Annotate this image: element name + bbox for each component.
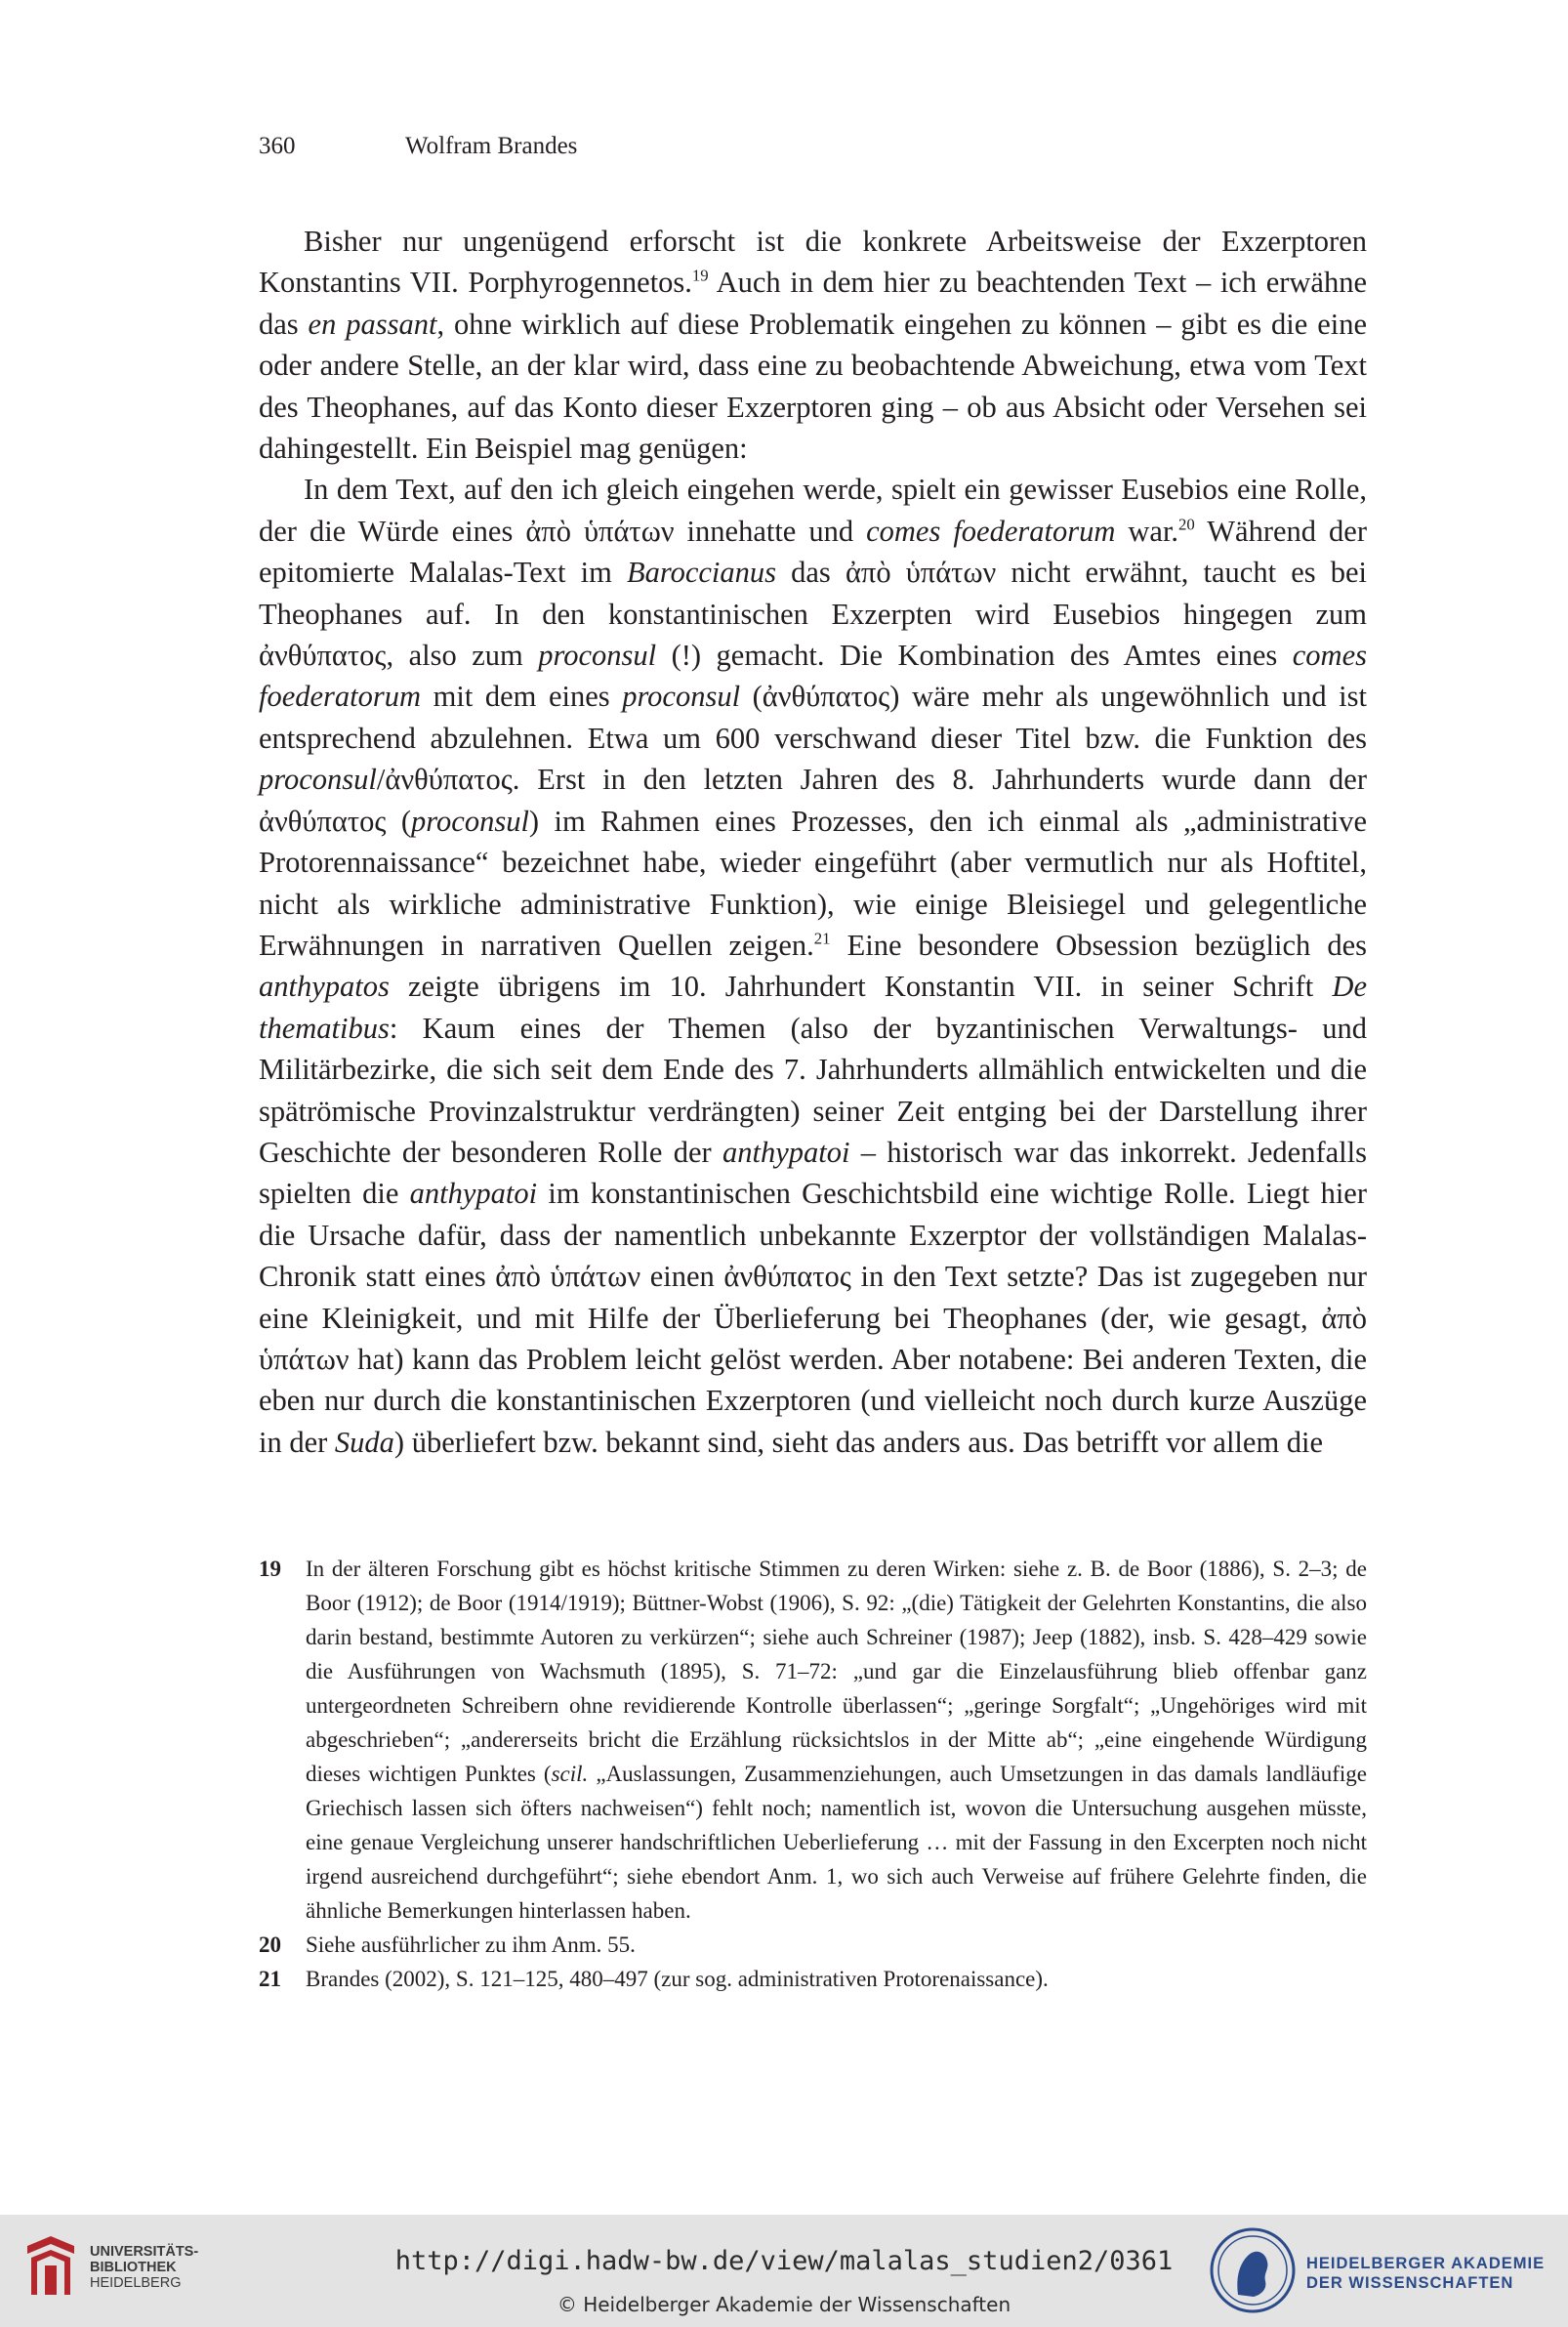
text-run: mit dem eines bbox=[421, 680, 623, 714]
italic-term: proconsul bbox=[622, 680, 741, 714]
text-run: zeigte übrigens im 10. Jahrhundert Konstantin VII. in seiner Schrift bbox=[389, 970, 1333, 1004]
footnote-21 bbox=[259, 1962, 1367, 1996]
text-run: Auch in dem hier zu beachtenden Text – ich erwähne das bbox=[259, 266, 1367, 341]
italic-term: De thematibus bbox=[259, 970, 1367, 1045]
hadw-line: HEIDELBERGER AKADEMIE bbox=[1306, 2255, 1546, 2272]
page-number: 360 bbox=[259, 133, 296, 159]
permalink-url[interactable]: http://digi.hadw-bw.de/view/malalas_studien2/0361 bbox=[394, 2246, 1174, 2276]
academy-seal-icon bbox=[1209, 2226, 1297, 2314]
paragraph bbox=[259, 469, 1367, 1463]
italic-term: anthypatos bbox=[259, 970, 390, 1004]
italic-term: anthypatoi bbox=[409, 1177, 538, 1211]
text-run: /ἀνθύπατος. Erst in den letzten Jahren des 8. Jahrhunderts wurde dann der ἀνθύπατος ( bbox=[259, 763, 1367, 838]
footnote-ref-21[interactable]: 21 bbox=[813, 929, 831, 948]
text-run: In dem Text, auf den ich gleich eingehen werde, spielt ein gewisser Eusebios eine Rolle, der die Würde eines ἀπὸ ὑπάτων innehatte und bbox=[259, 473, 1367, 548]
footnote-20 bbox=[259, 1928, 1367, 1962]
footer-bar bbox=[0, 2215, 1568, 2327]
footnote-number: 19 bbox=[259, 1557, 281, 1581]
footnote-number: 20 bbox=[259, 1932, 281, 1957]
hadw-logo[interactable] bbox=[1209, 2226, 1560, 2314]
footnote-text: Brandes (2002), S. 121–125, 480–497 (zur sog. administrativen Protorenaissance). bbox=[306, 1967, 1049, 1991]
italic-term: anthypatoi bbox=[722, 1135, 850, 1169]
hadw-wordmark bbox=[1306, 2254, 1545, 2293]
italic-term: scil. bbox=[551, 1762, 589, 1786]
hadw-line: DER WISSENSCHAFTEN bbox=[1306, 2274, 1514, 2292]
footnote-text: In der älteren Forschung gibt es höchst kritische Stimmen zu deren Wirken: siehe z. B. de Boor (1886), S. 2–3; de Boor (1912); de Boor (1914/1919); Büttner-Wobst (1906), S. 92: „(die) Tätigkeit der Gelehrten Konstantins, die also darin bestand, bestimmte Autoren zu verkürzen“; siehe auch Schreiner (1987); Jeep (1882), insb. S. 428–429 sowie die Ausführungen von Wachsmuth (1895), S. 71–72: „und gar die Einzelausführung blieb offenbar ganz untergeordneten Schreibern ohne revidierende Kontrolle überlassen“; „geringe Sorgfalt“; „Ungehöriges wird mit abgeschrieben“; „andererseits bricht die Erzählung rücksichtslos in der Mitte ab“; „eine eingehende Würdigung dieses wichtigen Punktes ( bbox=[306, 1557, 1367, 1786]
italic-term: Suda bbox=[334, 1425, 394, 1459]
text-run: – historisch war das inkorrekt. Jedenfalls spielten die bbox=[259, 1135, 1367, 1211]
paragraph bbox=[259, 221, 1367, 469]
text-run: , ohne wirklich auf diese Problematik eingehen zu können – gibt es die eine oder andere Stelle, an der klar wird, dass eine zu beobachtende Abweichung, etwa vom Text des Theophanes, auf das Konto dieser Exzerptoren ging – ob aus Absicht oder Versehen sei dahingestellt. Ein Beispiel mag genügen: bbox=[259, 307, 1367, 466]
ub-line: UNIVERSITÄTS- bbox=[90, 2244, 199, 2260]
italic-term: Baroccianus bbox=[626, 556, 777, 590]
italic-term: proconsul bbox=[411, 804, 529, 838]
text-run: ) im Rahmen eines Prozesses, den ich einmal als „administrative Protorennaissance“ bezeichnet habe, wieder eingeführt (aber vermutlich nur als Hoftitel, nicht als wirkliche administrative Funktion), wie einige Bleisiegel und gelegentliche Erwähnungen in narrativen Quellen zeigen. bbox=[259, 804, 1367, 962]
main-text bbox=[259, 221, 1367, 1463]
text-run: Während der epitomierte Malalas-Text im bbox=[259, 514, 1367, 590]
text-run: Eine besondere Obsession bezüglich des bbox=[830, 928, 1367, 962]
footnote-number: 21 bbox=[259, 1967, 281, 1991]
italic-term: comes foederatorum bbox=[866, 514, 1116, 548]
text-run: ) überliefert bzw. bekannt sind, sieht das anders aus. Das betrifft vor allem die bbox=[393, 1425, 1324, 1459]
text-run: das ἀπὸ ὑπάτων nicht erwähnt, taucht es bei Theophanes auf. In den konstantinischen Exzerpten wird Eusebios hingegen zum ἀνθύπατος, also zum bbox=[259, 556, 1368, 673]
running-head bbox=[259, 133, 577, 160]
text-run: Bisher nur ungenügend erforscht ist die konkrete Arbeitsweise der Exzerptoren Konstantins VII. Porphyrogennetos. bbox=[259, 225, 1367, 300]
italic-term: proconsul bbox=[259, 763, 377, 797]
footnote-ref-20[interactable]: 20 bbox=[1178, 515, 1195, 534]
italic-term: comes foederatorum bbox=[259, 639, 1367, 714]
copyright-notice: © Heidelberger Akademie der Wissenschaften bbox=[557, 2293, 1011, 2316]
text-run: war. bbox=[1115, 514, 1179, 548]
author-name: Wolfram Brandes bbox=[405, 133, 578, 159]
footnote-text: „Auslassungen, Zusammenziehungen, auch Umsetzungen in das damals landläufige Griechisch lassen sich öfters nachweisen“) fehlt noch; namentlich ist, wovon die Untersuchung ausgehen müsste, eine genaue Vergleichung unserer handschriftlichen Ueberlieferung … mit der Fassung in den Excerpten noch nicht irgend ausreichend durchgeführt“; siehe ebendort Anm. 1, wo sich auch Verweise auf frühere Gelehrte finden, die ähnliche Bemerkungen hinterlassen haben. bbox=[306, 1762, 1368, 1923]
ub-line: BIBLIOTHEK bbox=[90, 2260, 177, 2275]
text-run: : Kaum eines der Themen (also der byzantinischen Verwaltungs- und Militärbezirke, die sich seit dem Ende des 7. Jahrhunderts allmählich entwickelten und die spätrömische Provinzalstruktur verdrängten) seiner Zeit entging bei der Darstellung ihrer Geschichte der besonderen Rolle der bbox=[259, 1011, 1367, 1169]
footnote-text: Siehe ausführlicher zu ihm Anm. 55. bbox=[306, 1932, 636, 1957]
italic-term: en passant bbox=[308, 307, 437, 341]
text-run: (!) gemacht. Die Kombination des Amtes eines bbox=[656, 639, 1293, 673]
ub-line: HEIDELBERG bbox=[90, 2275, 182, 2291]
footnotes bbox=[259, 1552, 1367, 1996]
italic-term: proconsul bbox=[538, 639, 657, 673]
footnote-19 bbox=[259, 1552, 1367, 1928]
text-run: (ἀνθύπατος) wäre mehr als ungewöhnlich und ist entsprechend abzulehnen. Etwa um 600 verschwand dieser Titel bzw. die Funktion des bbox=[259, 680, 1367, 755]
text-run: im konstantinischen Geschichtsbild eine wichtige Rolle. Liegt hier die Ursache dafür, dass der namentlich unbekannte Exzerptor der vollständigen Malalas-Chronik statt eines ἀπὸ ὑπάτων einen ἀνθύπατος in den Text setzte? Das ist zugegeben nur eine Kleinigkeit, und mit Hilfe der Überlieferung bei Theophanes (der, wie gesagt, ἀπὸ ὑπάτων hat) kann das Problem leicht gelöst werden. Aber notabene: Bei anderen Texten, die eben nur durch die konstantinischen Exzerptoren (und vielleicht noch durch kurze Auszüge in der bbox=[259, 1177, 1367, 1459]
footnote-ref-19[interactable]: 19 bbox=[691, 266, 709, 285]
